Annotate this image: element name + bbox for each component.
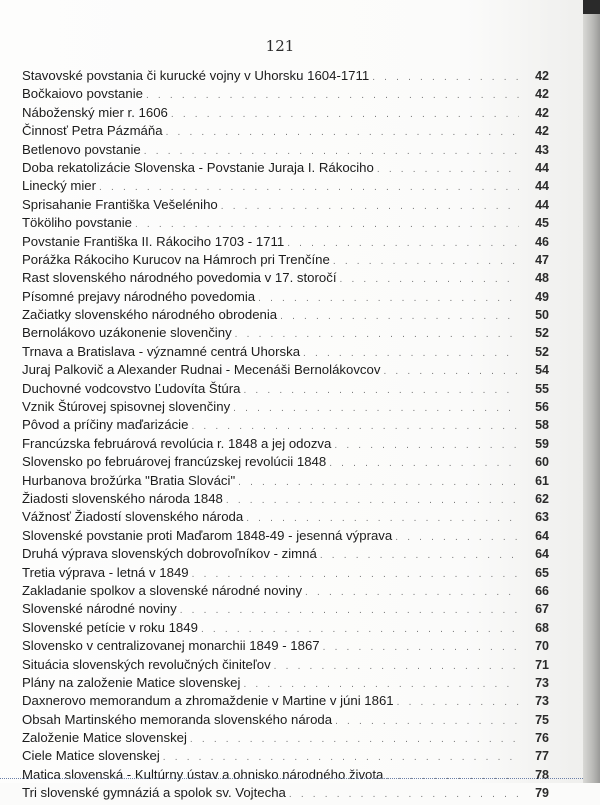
- toc-entry-page: 62: [535, 491, 549, 506]
- toc-entry-page: 66: [535, 583, 549, 598]
- toc-entry-page: 47: [535, 252, 549, 267]
- toc-entry-title: Situácia slovenských revolučných činiteľov: [22, 656, 271, 672]
- toc-entry-page: 60: [535, 455, 549, 470]
- toc-leader-dots: [190, 731, 519, 749]
- toc-entry: [22, 361, 549, 379]
- toc-entry: [22, 784, 549, 802]
- toc-entry-page: 65: [535, 565, 549, 580]
- toc-leader-dots: [221, 198, 519, 216]
- toc-leader-dots: [320, 547, 519, 565]
- toc-entry-title: Juraj Palkovič a Alexander Rudnai - Mecenáši Bernolákovcov: [22, 362, 381, 378]
- toc-entry-page: 71: [535, 657, 549, 672]
- toc-entry-page: 78: [535, 767, 549, 782]
- toc-leader-dots: [146, 87, 519, 105]
- toc-entry: [22, 398, 549, 416]
- toc-entry: [22, 269, 549, 287]
- toc-entry: [22, 196, 549, 214]
- toc-entry-title: Slovenské petície v roku 1849: [22, 619, 198, 635]
- toc-entry: [22, 729, 549, 747]
- toc-entry-title: Rast slovenského národného povedomia v 17. storočí: [22, 270, 337, 286]
- toc-leader-dots: [323, 639, 519, 657]
- toc-entry-page: 49: [535, 289, 549, 304]
- toc-entry-title: Slovensko v centralizovanej monarchii 1849 - 1867: [22, 638, 320, 654]
- toc-entry-page: 63: [535, 510, 549, 525]
- toc-entry-title: Vážnosť Žiadostí slovenského národa: [22, 509, 244, 525]
- toc-leader-dots: [258, 290, 519, 308]
- toc-entry-page: 52: [535, 326, 549, 341]
- toc-entry-title: Betlenovo povstanie: [22, 141, 141, 157]
- toc-entry-title: Matica slovenská - Kultúrny ústav a ohnisko národného života: [22, 766, 384, 782]
- toc-entry-title: Písomné prejavy národného povedomia: [22, 288, 256, 304]
- toc-entry-page: 52: [535, 344, 549, 359]
- toc-entry-title: Slovensko po februárovej francúzskej revolúcii 1848: [22, 454, 327, 470]
- toc-entry: [22, 416, 549, 434]
- toc-entry: [22, 177, 549, 195]
- toc-leader-dots: [166, 124, 519, 142]
- page-edge-shadow: [583, 0, 600, 783]
- toc-entry-title: Hurbanova brožúrka "Bratia Slováci": [22, 472, 236, 488]
- toc-entry-page: 75: [535, 712, 549, 727]
- toc-entry: [22, 453, 549, 471]
- toc-leader-dots: [289, 786, 519, 804]
- toc-entry-page: 43: [535, 142, 549, 157]
- toc-entry: [22, 214, 549, 232]
- toc-entry-title: Linecký mier: [22, 178, 97, 194]
- table-of-contents: [22, 67, 549, 803]
- toc-entry: [22, 306, 549, 324]
- toc-entry: [22, 674, 549, 692]
- toc-leader-dots: [334, 437, 519, 455]
- toc-entry-title: Duchovné vodcovstvo Ľudovíta Štúra: [22, 380, 241, 396]
- toc-entry: [22, 766, 549, 784]
- toc-entry-title: Druhá výprava slovenských dobrovoľníkov - zimná: [22, 546, 317, 562]
- toc-entry: [22, 159, 549, 177]
- toc-entry: [22, 141, 549, 159]
- toc-entry-page: 42: [535, 105, 549, 120]
- toc-entry-page: 45: [535, 216, 549, 231]
- toc-entry-page: 48: [535, 271, 549, 286]
- toc-entry-title: Sprisahanie Františka Vešeléniho: [22, 196, 218, 212]
- toc-entry-page: 44: [535, 197, 549, 212]
- toc-entry-page: 64: [535, 528, 549, 543]
- toc-leader-dots: [305, 584, 519, 602]
- toc-entry: [22, 122, 549, 140]
- toc-entry-title: Porážka Rákociho Kurucov na Hámroch pri Trenčíne: [22, 251, 330, 267]
- toc-leader-dots: [171, 106, 519, 124]
- toc-entry-title: Obsah Martinského memoranda slovenského národa: [22, 711, 333, 727]
- toc-entry: [22, 472, 549, 490]
- toc-entry-page: 77: [535, 749, 549, 764]
- toc-entry-page: 59: [535, 436, 549, 451]
- toc-entry-page: 54: [535, 363, 549, 378]
- toc-leader-dots: [333, 253, 519, 271]
- toc-entry: [22, 251, 549, 269]
- toc-entry-page: 73: [535, 675, 549, 690]
- toc-entry-title: Stavovské povstania či kurucké vojny v Uhorsku 1604-1711: [22, 68, 370, 83]
- toc-entry: [22, 619, 549, 637]
- toc-entry-title: Žiadosti slovenského národa 1848: [22, 490, 223, 506]
- toc-leader-dots: [397, 694, 519, 712]
- toc-entry: [22, 324, 549, 342]
- toc-entry-title: Bočkaiovo povstanie: [22, 86, 143, 102]
- toc-entry: [22, 435, 549, 453]
- toc-entry: [22, 564, 549, 582]
- toc-entry-title: Založenie Matice slovenskej: [22, 730, 187, 746]
- toc-entry: [22, 656, 549, 674]
- toc-entry-title: Plány na založenie Matice slovenskej: [22, 674, 241, 690]
- toc-entry-page: 46: [535, 234, 549, 249]
- toc-entry-title: Tri slovenské gymnáziá a spolok sv. Vojtecha: [22, 785, 286, 801]
- toc-entry-page: 55: [535, 381, 549, 396]
- toc-leader-dots: [233, 400, 519, 418]
- toc-entry-title: Ciele Matice slovenskej: [22, 748, 160, 764]
- toc-entry: [22, 545, 549, 563]
- toc-entry-title: Bernolákovo uzákonenie slovenčiny: [22, 325, 232, 341]
- toc-entry-title: Začiatky slovenského národného obrodenia: [22, 307, 278, 323]
- toc-leader-dots: [243, 382, 519, 400]
- bottom-dotted-rule: [0, 778, 583, 779]
- toc-entry: [22, 67, 549, 85]
- toc-entry-page: 42: [535, 124, 549, 139]
- toc-entry-page: 67: [535, 602, 549, 617]
- toc-entry: [22, 380, 549, 398]
- toc-entry: [22, 508, 549, 526]
- toc-entry-page: 76: [535, 731, 549, 746]
- toc-entry-page: 50: [535, 308, 549, 323]
- toc-entry-page: 58: [535, 418, 549, 433]
- toc-entry-page: 68: [535, 620, 549, 635]
- toc-entry-page: 42: [535, 69, 549, 83]
- toc-entry-page: 61: [535, 473, 549, 488]
- toc-entry-page: 70: [535, 639, 549, 654]
- toc-leader-dots: [180, 602, 519, 620]
- toc-entry: [22, 288, 549, 306]
- toc-entry-title: Povstanie Františka II. Rákociho 1703 - 1711: [22, 233, 285, 249]
- toc-entry: [22, 582, 549, 600]
- toc-leader-dots: [383, 363, 519, 381]
- toc-leader-dots: [372, 69, 519, 87]
- toc-entry-title: Doba rekatolizácie Slovenska - Povstanie Juraja I. Rákociho: [22, 159, 374, 175]
- page-number: 121: [265, 37, 295, 55]
- toc-leader-dots: [377, 161, 519, 179]
- toc-leader-dots: [226, 492, 519, 510]
- toc-entry: [22, 104, 549, 122]
- toc-entry: [22, 600, 549, 618]
- toc-entry: [22, 711, 549, 729]
- toc-entry-title: Slovenské národné noviny: [22, 601, 177, 617]
- toc-leader-dots: [329, 455, 519, 473]
- toc-entry-page: 44: [535, 160, 549, 175]
- toc-entry: [22, 692, 549, 710]
- toc-entry-title: Trnava a Bratislava - významné centrá Uhorska: [22, 343, 301, 359]
- toc-entry-page: 44: [535, 179, 549, 194]
- toc-leader-dots: [280, 308, 519, 326]
- toc-leader-dots: [274, 658, 519, 676]
- toc-entry-title: Pôvod a príčiny maďarizácie: [22, 417, 189, 433]
- toc-entry: [22, 85, 549, 103]
- toc-entry-title: Tököliho povstanie: [22, 215, 132, 231]
- toc-entry-title: Francúzska februárová revolúcia r. 1848 a jej odozva: [22, 435, 332, 451]
- toc-entry-page: 56: [535, 400, 549, 415]
- toc-entry-title: Vznik Štúrovej spisovnej slovenčiny: [22, 399, 231, 415]
- page-corner: [583, 0, 600, 14]
- toc-entry-page: 42: [535, 87, 549, 102]
- toc-entry: [22, 233, 549, 251]
- toc-entry-title: Tretia výprava - letná v 1849: [22, 564, 189, 580]
- toc-entry-title: Činnosť Petra Pázmáňa: [22, 123, 163, 139]
- toc-leader-dots: [340, 271, 520, 289]
- toc-leader-dots: [238, 474, 519, 492]
- toc-entry: [22, 343, 549, 361]
- toc-entry: [22, 747, 549, 765]
- toc-entry-page: 73: [535, 694, 549, 709]
- toc-leader-dots: [395, 529, 519, 547]
- toc-entry: [22, 637, 549, 655]
- toc-entry-title: Náboženský mier r. 1606: [22, 104, 168, 120]
- toc-entry: [22, 490, 549, 508]
- toc-entry-title: Daxnerovo memorandum a zhromaždenie v Martine v júni 1861: [22, 693, 394, 709]
- toc-entry-page: 79: [535, 786, 549, 801]
- toc-entry: [22, 527, 549, 545]
- toc-entry-title: Slovenské povstanie proti Maďarom 1848-49 - jesenná výprava: [22, 527, 393, 543]
- toc-leader-dots: [335, 713, 519, 731]
- toc-entry-title: Zakladanie spolkov a slovenské národné noviny: [22, 582, 303, 598]
- toc-entry-page: 64: [535, 547, 549, 562]
